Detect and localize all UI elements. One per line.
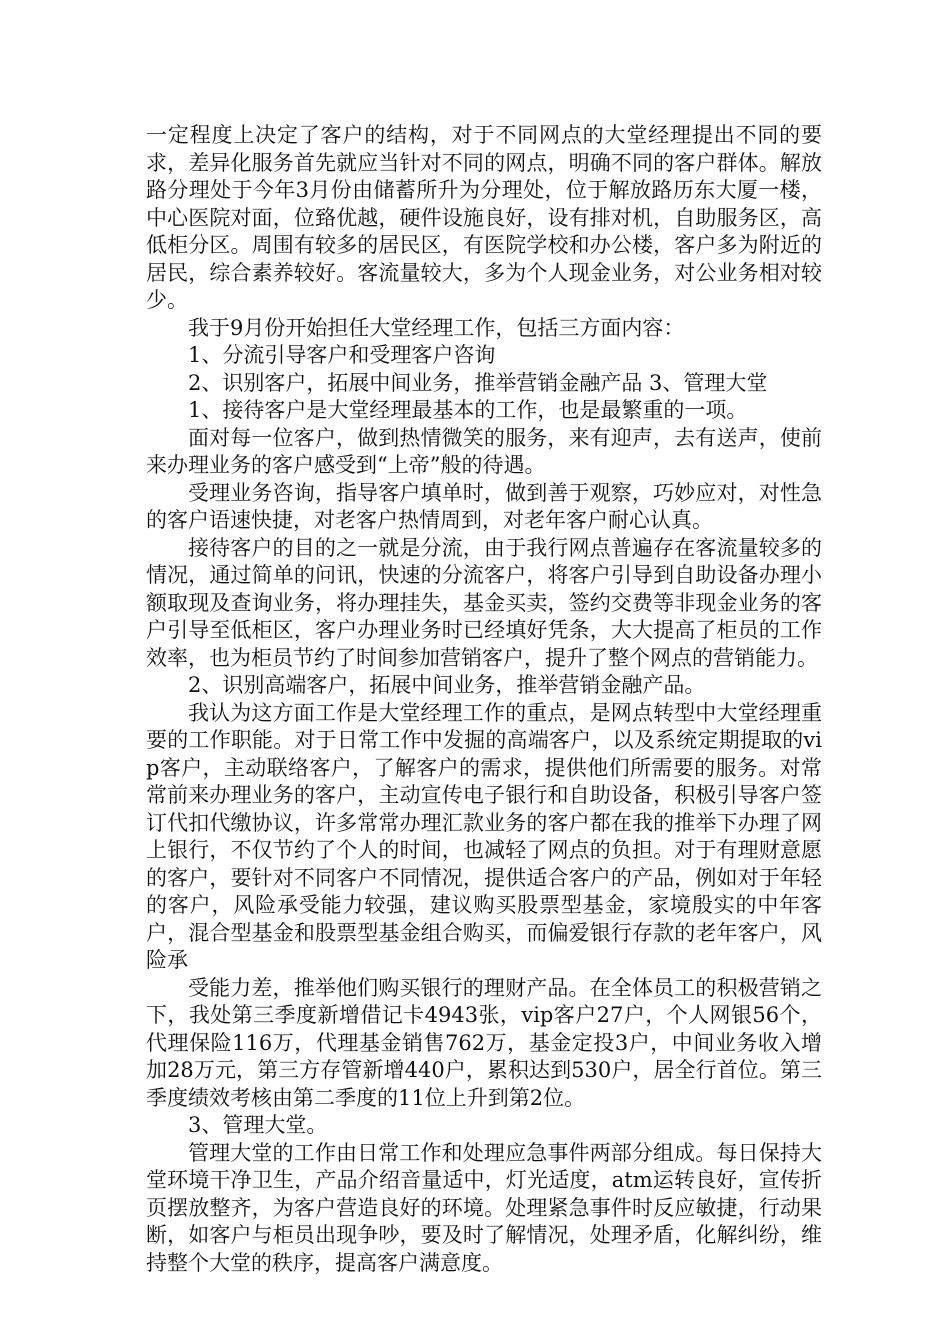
- paragraph-12: 3、管理大堂。: [188, 1113, 328, 1137]
- paragraph-13: 管理大堂的工作由日常工作和处理应急事件两部分组成。每日保持大堂环境干净卫生，产品介绍音量适中，灯光适度，atm运转良好，宣传折页摆放整齐，为客户营造良好的环境。处理紧急事件时反应敏捷，行动果断，如客户与柜员出现争吵，要及时了解情况，处理矛盾，化解纠纷，维持整个大堂的秩序，提高客户满意度。: [146, 1140, 822, 1275]
- paragraph-5: 1、接待客户是大堂经理最基本的工作，也是最繁重的一项。: [188, 398, 748, 422]
- paragraph-10: 我认为这方面工作是大堂经理工作的重点，是网点转型中大堂经理重要的工作职能。对于日常工作中发掘的高端客户，以及系统定期提取的vip客户，主动联络客户，了解客户的需求，提供他们所需要的服务。对常常前来办理业务的客户，主动宣传电子银行和自助设备，积极引导客户签订代扣代缴协议，许多常常办理汇款业务的客户都在我的推举下办理了网上银行，不仅节约了个人的时间，也减轻了网点的负担。对于有理财意愿的客户，要针对不同客户不同情况，提供适合客户的产品，例如对于年轻的客户，风险承受能力较强，建议购买股票型基金，家境殷实的中年客户，混合型基金和股票型基金组合购买，而偏爱银行存款的老年客户，风险承: [146, 700, 822, 972]
- paragraph-1: 一定程度上决定了客户的结构，对于不同网点的大堂经理提出不同的要求，差异化服务首先就应当针对不同的网点，明确不同的客户群体。解放路分理处于今年3月份由储蓄所升为分理处，位于解放路历东大厦一楼，中心医院对面，位臵优越，硬件设施良好，设有排对机，自助服务区，高低柜分区。周围有较多的居民区，有医院学校和办公楼，客户多为附近的居民，综合素养较好。客流量较大，多为个人现金业务，对公业务相对较少。: [146, 123, 822, 312]
- paragraph-2: 我于9月份开始担任大堂经理工作，包括三方面内容：: [188, 315, 685, 340]
- paragraph-9: 2、识别高端客户，拓展中间业务，推举营销金融产品。: [188, 673, 706, 697]
- paragraph-4: 2、识别客户，拓展中间业务，推举营销金融产品 3、管理大堂: [188, 370, 768, 395]
- paragraph-11: 受能力差，推举他们购买银行的理财产品。在全体员工的积极营销之下，我处第三季度新增借记卡4943张，vip客户27户，个人网银56个，代理保险116万，代理基金销售762万，基金定投3户，中间业务收入增加28万元，第三方存管新增440户，累积达到530户，居全行首位。第三季度绩效考核由第二季度的11位上升到第2位。: [146, 975, 822, 1110]
- paragraph-8: 接待客户的目的之一就是分流，由于我行网点普遍存在客流量较多的情况，通过简单的问讯，快速的分流客户，将客户引导到自助设备办理小额取现及查询业务，将办理挂失，基金买卖，签约交费等非现金业务的客户引导至低柜区，客户办理业务时已经填好凭条，大大提高了柜员的工作效率，也为柜员节约了时间参加营销客户，提升了整个网点的营销能力。: [146, 535, 822, 670]
- document-body: [146, 122, 822, 1277]
- paragraph-3: 1、分流引导客户和受理客户咨询: [188, 343, 496, 367]
- paragraph-7: 受理业务咨询，指导客户填单时，做到善于观察，巧妙应对，对性急的客户语速快捷，对老客户热情周到，对老年客户耐心认真。: [146, 480, 822, 532]
- paragraph-6: 面对每一位客户，做到热情微笑的服务，来有迎声，去有送声，使前来办理业务的客户感受到“上帝”般的待遇。: [146, 425, 822, 477]
